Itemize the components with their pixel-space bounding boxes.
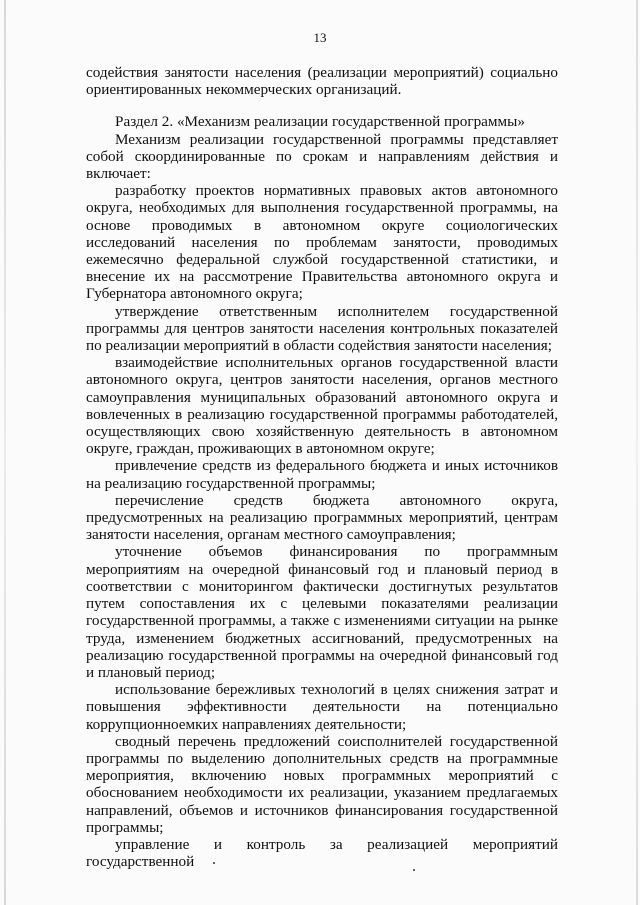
list-item: утверждение ответственным исполнителем государственной программы для центров занятости населения контрольных показателей по реализации мероприятий в области содействия занятости населения;	[86, 302, 558, 355]
scan-edge-right	[636, 0, 638, 905]
list-item: сводный перечень предложений соисполнителей государственной программы по выделению дополнительных средств на программные мероприятия, включению новых программных мероприятий с обоснованием необходимости их реализации, указанием предлагаемых направлений, объемов и источников финансирования государственной программы;	[86, 732, 558, 836]
list-item: использование бережливых технологий в целях снижения затрат и повышения эффективности деятельности на потенциально коррупционноемких направлениях деятельности;	[86, 681, 558, 733]
list-item: взаимодействие исполнительных органов государственной власти автономного округа, центров занятости населения, органов местного самоуправления муниципальных образований автономного округа и вовлеченных в реализацию государственной программы работодателей, осуществляющих свою хозяйственную деятельность в автономном округе, граждан, проживающих в автономном округе;	[86, 354, 558, 458]
list-item: привлечение средств из федерального бюджета и иных источников на реализацию государственной программы;	[86, 457, 558, 492]
scan-edge-left	[4, 0, 6, 905]
paragraph-intro: Механизм реализации государственной программы представляет собой скоординированные по срокам и направлениям действия и включает:	[86, 130, 558, 183]
list-item: разработку проектов нормативных правовых актов автономного округа, необходимых для выполнения государственной программы, на основе проводимых в автономном округе социологических исследований населения по проблемам занятости, проводимых ежемесячно федеральной службой государственной статистики, и внесение их на рассмотрение Правительства автономного округа и Губернатора автономного округа;	[86, 182, 558, 303]
document-body	[86, 64, 558, 870]
paragraph-continuation: содействия занятости населения (реализации мероприятий) социально ориентированных некоммерческих организаций.	[86, 64, 558, 99]
scan-speck	[413, 869, 415, 871]
list-item: уточнение объемов финансирования по программным мероприятиям на очередной финансовый год и плановый период в соответствии с мониторингом фактически достигнутых результатов путем сопоставления их с целевыми показателями реализации государственной программы, а также с изменениями ситуации на рынке труда, изменением бюджетных ассигнований, предусмотренных на реализацию государственной программы на очередной финансовый год и плановый период;	[86, 543, 558, 681]
list-item: перечисление средств бюджета автономного округа, предусмотренных на реализацию программных мероприятий, центрам занятости населения, органам местного самоуправления;	[86, 491, 558, 544]
section-heading: Раздел 2. «Механизм реализации государственной программы»	[115, 113, 525, 131]
list-item: управление и контроль за реализацией мероприятий государственной	[86, 835, 558, 871]
scan-speck	[213, 862, 215, 864]
page-number: 13	[313, 30, 327, 45]
